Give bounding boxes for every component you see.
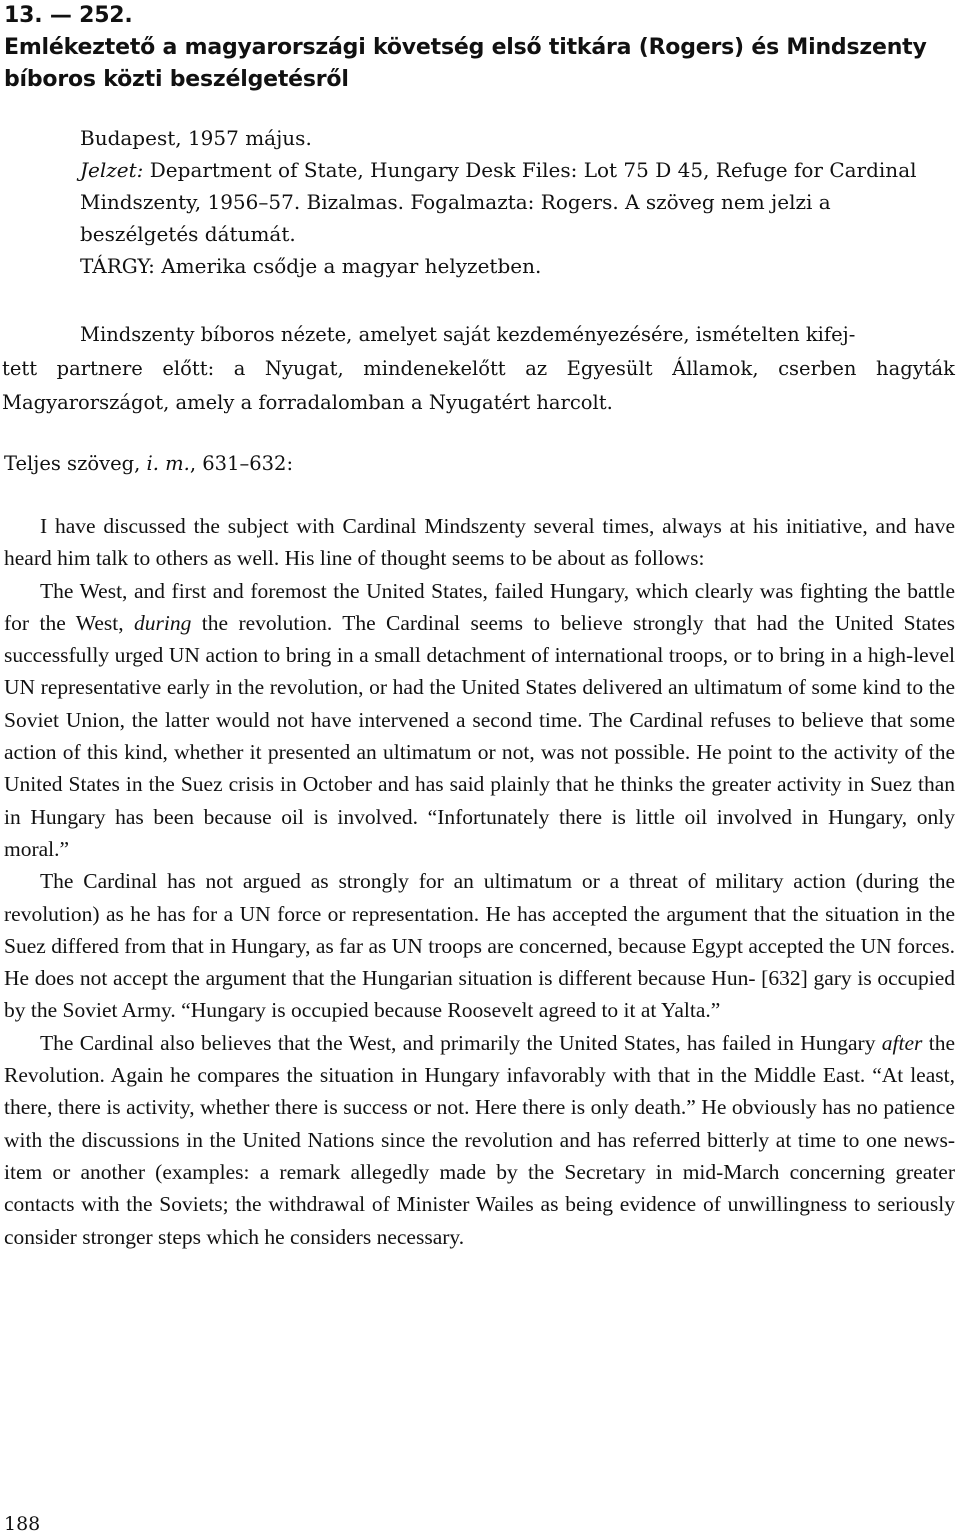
document-title-line-2: bíboros közti beszélgetésről: [4, 67, 349, 92]
body-paragraph-2-italic: during: [134, 610, 192, 635]
full-text-italic: i. m.: [146, 452, 190, 475]
body-paragraph-3: The Cardinal has not argued as strongly for an ultimatum or a threat of military action (during the revolution) as he has for a UN force or representation. He has accepted the argument that the situation in the Suez differed from that in Hungary, as far as UN troops are concerned, because Egypt accepted the UN forces. He does not accept the argument that the Hungarian situation is different because Hun- [632] gary is occupied by the Soviet Army. “Hungary is occupied because Roosevelt agreed to it at Yalta.”: [4, 869, 955, 1023]
full-text-suffix: , 631–632:: [189, 452, 294, 475]
date-place: Budapest, 1957 május.: [80, 126, 312, 150]
subject-line: TÁRGY: Amerika csődje a magyar helyzetben.: [80, 254, 542, 278]
page-number: 188: [4, 1513, 41, 1535]
jelzet-label: Jelzet:: [80, 158, 144, 182]
body-paragraph-2-a: The West, and first and foremost the United States, failed Hungary, which clearly was fighting the battle for the West,: [4, 578, 955, 635]
summary-paragraph: [2, 318, 955, 420]
body-paragraph-4: [4, 1027, 955, 1253]
jelzet-text: Department of State, Hungary Desk Files: Lot 75 D 45, Refuge for Cardinal Mindszenty, 1956–57. Bizalmas. Fogalmazta: Rogers. A szöveg nem jelzi a beszélgetés dátumát.: [80, 158, 917, 246]
body-paragraph-4-b: the Revolution. Again he compares the situation in Hungary infavorably with that in the Middle East. “At least, there, there is activity, whether there is success or not. Here there is only death.” He obviously has no patience with the discussions in the United Nations since the revolution and has referred bitterly at time to one news-item or another (examples: a remark allegedly made by the Secretary in mid-March concerning greater contacts with the Soviets; the withdrawal of Minister Wailes as being evidence of unwillingness to seriously consider stronger steps which he considers necessary.: [4, 1030, 955, 1249]
document-title-line-1: Emlékeztető a magyarországi követség első titkára (Rogers) és Mindszenty: [4, 35, 927, 60]
summary-continuation: tett partnere előtt: a Nyugat, mindenekelőtt az Egyesült Államok, cserben hagyták Magyarországot, amely a forradalomban a Nyugatért harcolt.: [2, 357, 955, 414]
full-text-reference: [4, 448, 293, 480]
body-paragraph-2-b: the revolution. The Cardinal seems to believe strongly that had the United States successfully urged UN action to bring in a small detachment of international troops, or to bring in a high-level UN representative early in the revolution, or had the United States delivered an ultimatum of some kind to the Soviet Union, the latter would not have intervened a second time. The Cardinal refuses to believe that some action of this kind, whether it presented an ultimatum or not, was not possible. He point to the activity of the United States in the Suez crisis in October and has said plainly that he thinks the greater activity in Suez than in Hungary has been because oil is involved. “Infortunately there is little oil involved in Hungary, only moral.”: [4, 610, 955, 861]
document-number: 13. — 252.: [4, 3, 133, 28]
document-metadata: [80, 122, 955, 282]
summary-line-1: Mindszenty bíboros nézete, amelyet saját kezdeményezésére, ismételten kifej-: [80, 323, 856, 346]
body-paragraph-4-italic: after: [881, 1030, 923, 1055]
body-paragraph-4-a: The Cardinal also believes that the West, and primarily the United States, has failed in Hungary: [40, 1030, 882, 1055]
document-heading: [4, 0, 954, 96]
memorandum-body: [4, 510, 955, 1253]
body-paragraph-1: I have discussed the subject with Cardinal Mindszenty several times, always at his initiative, and have heard him talk to others as well. His line of thought seems to be about as follows:: [4, 514, 955, 571]
full-text-prefix: Teljes szöveg,: [4, 452, 147, 475]
body-paragraph-2: [4, 575, 955, 866]
archival-reference: [80, 154, 955, 250]
